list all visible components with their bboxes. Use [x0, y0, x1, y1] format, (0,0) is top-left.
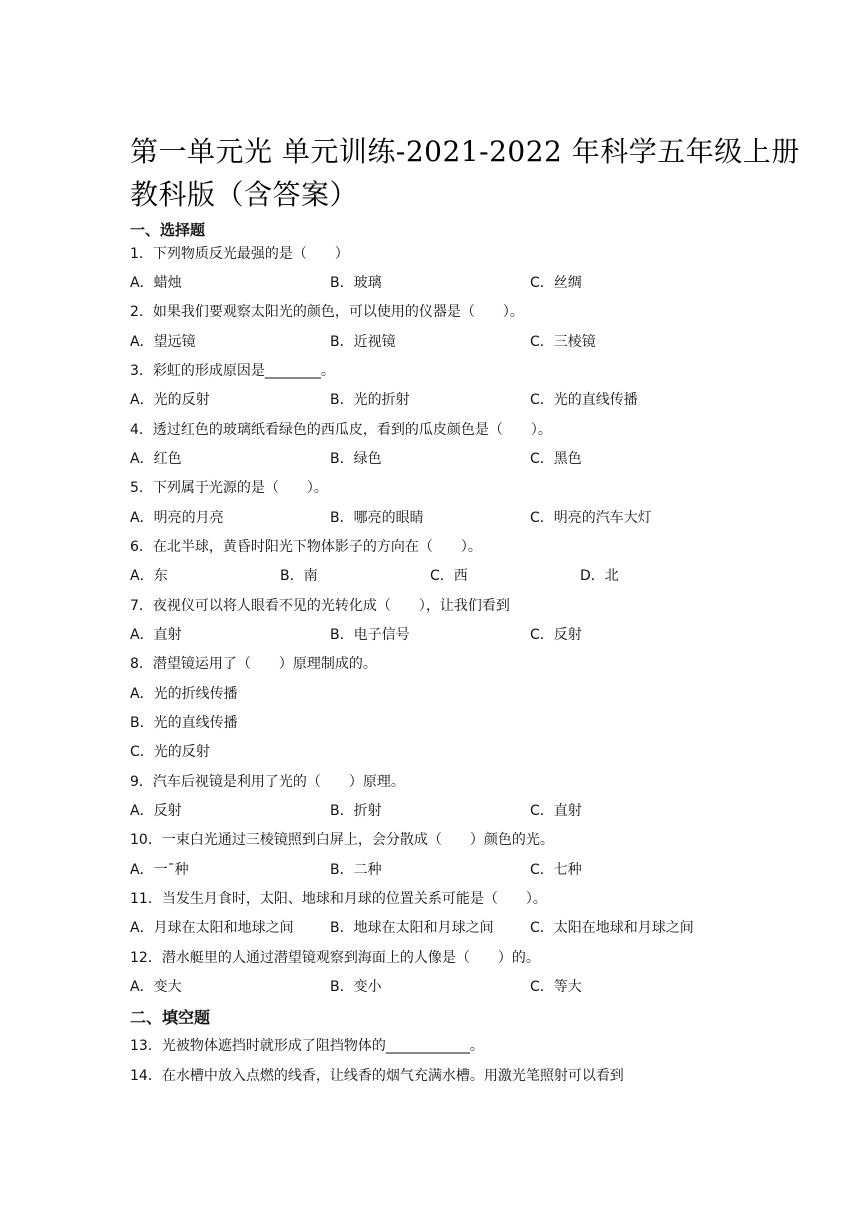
q8-option-b: B．光的直线传播: [130, 715, 238, 731]
q8-option-c: C．光的反射: [130, 744, 210, 760]
q1-option-a: A．蜡烛: [130, 275, 182, 291]
document-title: [130, 130, 800, 216]
question-12: 12．潜水艇里的人通过潜望镜观察到海面上的人像是（ ）的。: [130, 950, 540, 966]
q3-option-a: A．光的反射: [130, 392, 210, 408]
question-6: 6．在北半球，黄昏时阳光下物体影子的方向在（ ）。: [130, 539, 482, 555]
question-5: 5．下列属于光源的是（ ）。: [130, 480, 328, 496]
q1-option-c: C．丝绸: [530, 275, 582, 291]
q10-option-c: C．七种: [530, 862, 582, 878]
q5-option-a: A．明亮的月亮: [130, 510, 224, 526]
question-11: 11．当发生月食时，太阳、地球和月球的位置关系可能是（ ）。: [130, 891, 547, 907]
question-8: 8．潜望镜运用了（ ）原理制成的。: [130, 656, 377, 672]
question-3: 3．彩虹的形成原因是________。: [130, 363, 335, 379]
q5-option-c: C．明亮的汽车大灯: [530, 510, 652, 526]
q11-option-a: A．月球在太阳和地球之间: [130, 920, 294, 936]
question-2: 2．如果我们要观察太阳光的颜色，可以使用的仪器是（ ）。: [130, 304, 524, 320]
section-heading-choice: 一、选择题: [130, 221, 206, 239]
q6-option-b: B．南: [280, 568, 318, 584]
q11-option-c: C．太阳在地球和月球之间: [530, 920, 694, 936]
q6-option-d: D．北: [580, 568, 619, 584]
section-heading-fill: 二、填空题: [130, 1008, 211, 1027]
q3-option-b: B．光的折射: [330, 392, 410, 408]
q4-option-a: A．红色: [130, 451, 182, 467]
title-line-2: 教科版（含答案）: [130, 178, 359, 211]
q10-option-b: B．二种: [330, 862, 382, 878]
q1-option-b: B．玻璃: [330, 275, 382, 291]
question-1: 1．下列物质反光最强的是（ ）: [130, 246, 349, 262]
q7-option-b: B．电子信号: [330, 627, 410, 643]
q9-option-a: A．反射: [130, 803, 182, 819]
question-9: 9．汽车后视镜是利用了光的（ ）原理。: [130, 774, 405, 790]
q5-option-b: B．哪亮的眼睛: [330, 510, 424, 526]
q9-option-b: B．折射: [330, 803, 382, 819]
q6-option-a: A．东: [130, 568, 168, 584]
q9-option-c: C．直射: [530, 803, 582, 819]
q11-option-b: B．地球在太阳和月球之间: [330, 920, 494, 936]
q12-option-a: A．变大: [130, 979, 182, 995]
q4-option-b: B．绿色: [330, 451, 382, 467]
title-line-1: 第一单元光 单元训练-2021-2022 年科学五年级上册: [130, 135, 800, 168]
question-10: 10．一束白光通过三棱镜照到白屏上，会分散成（ ）颜色的光。: [130, 832, 554, 848]
q12-option-b: B．变小: [330, 979, 382, 995]
q6-option-c: C．西: [430, 568, 468, 584]
q2-option-c: C．三棱镜: [530, 334, 596, 350]
question-7: 7．夜视仪可以将人眼看不见的光转化成（ ），让我们看到: [130, 598, 510, 614]
q7-option-c: C．反射: [530, 627, 582, 643]
question-13: 13．光被物体遮挡时就形成了阻挡物体的____________。: [130, 1038, 484, 1054]
q12-option-c: C．等大: [530, 979, 582, 995]
question-14: 14．在水槽中放入点燃的线香，让线香的烟气充满水槽。用激光笔照射可以看到: [130, 1068, 624, 1084]
q7-option-a: A．直射: [130, 627, 182, 643]
q10-option-a: A．一ˉ种: [130, 862, 189, 878]
q4-option-c: C．黑色: [530, 451, 582, 467]
q8-option-a: A．光的折线传播: [130, 686, 238, 702]
q3-option-c: C．光的直线传播: [530, 392, 638, 408]
question-4: 4．透过红色的玻璃纸看绿色的西瓜皮，看到的瓜皮颜色是（ ）。: [130, 422, 552, 438]
q2-option-a: A．望远镜: [130, 334, 196, 350]
q2-option-b: B．近视镜: [330, 334, 396, 350]
